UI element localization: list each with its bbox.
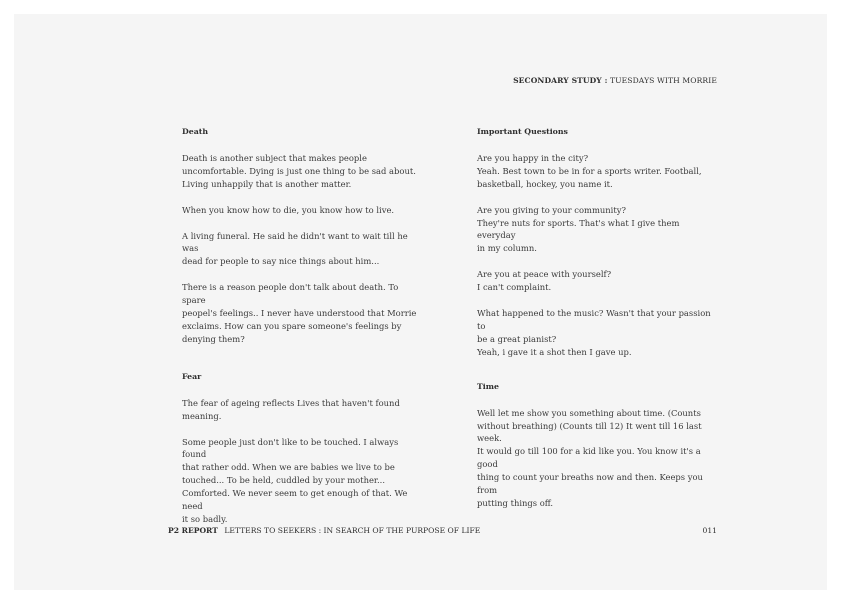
right-column	[477, 126, 717, 523]
document-page	[14, 14, 827, 590]
question-paragraph: Are you giving to your community? They're nuts for sports. That's what I give them everyday in my column.	[477, 204, 680, 254]
question-paragraph: Are you happy in the city? Yeah. Best town to be in for a sports writer. Football, basketball, hockey, you name it.	[477, 152, 702, 189]
death-paragraph: When you know how to die, you know how to live.	[182, 204, 395, 215]
section-heading-death: Death	[182, 127, 209, 136]
section-heading-important-questions: Important Questions	[477, 127, 568, 136]
question-paragraph: Are you at peace with yourself? I can't complaint.	[477, 269, 612, 293]
footer-report-title: LETTERS TO SEEKERS : IN SEARCH OF THE PURPOSE OF LIFE	[224, 526, 481, 535]
running-footer	[168, 526, 480, 535]
footer-report-label: P2 REPORT	[168, 526, 218, 535]
death-paragraph: There is a reason people don't talk about death. To spare peopel's feelings.. I never have understood that Morrie exclaims. How can you spare someone's feelings by denying them?	[182, 282, 417, 344]
header-section-label: SECONDARY STUDY :	[513, 76, 608, 85]
section-heading-fear: Fear	[182, 371, 202, 381]
fear-paragraph: The fear of ageing reflects Lives that haven't found meaning.	[182, 397, 400, 421]
header-book-title: TUESDAYS WITH MORRIE	[607, 76, 717, 85]
left-column	[182, 126, 422, 539]
fear-paragraph: Some people just don't like to be touched. I always found that rather odd. When we are babies we live to be touched... To be held, cuddled by your mother... Comforted. We never seem to get enough of that. We need it so badly.	[182, 436, 408, 524]
page-number: 011	[702, 526, 717, 535]
running-header	[513, 76, 717, 85]
section-heading-time: Time	[477, 381, 499, 391]
question-paragraph: What happened to the music? Wasn't that your passion to be a great pianist? Yeah, i gave it a shot then I gave up.	[477, 308, 711, 357]
time-paragraph: Well let me show you something about time. (Counts without breathing) (Counts till 12) It went till 16 last week. It would go till 100 for a kid like you. You know it's a good thing to count your breaths now and then. Keeps you from putting things off.	[477, 407, 703, 508]
death-paragraph: Death is another subject that makes people uncomfortable. Dying is just one thing to be sad about. Living unhappily that is another matter.	[182, 152, 416, 189]
death-paragraph: A living funeral. He said he didn't want to wait till he was dead for people to say nice things about him...	[182, 230, 408, 267]
